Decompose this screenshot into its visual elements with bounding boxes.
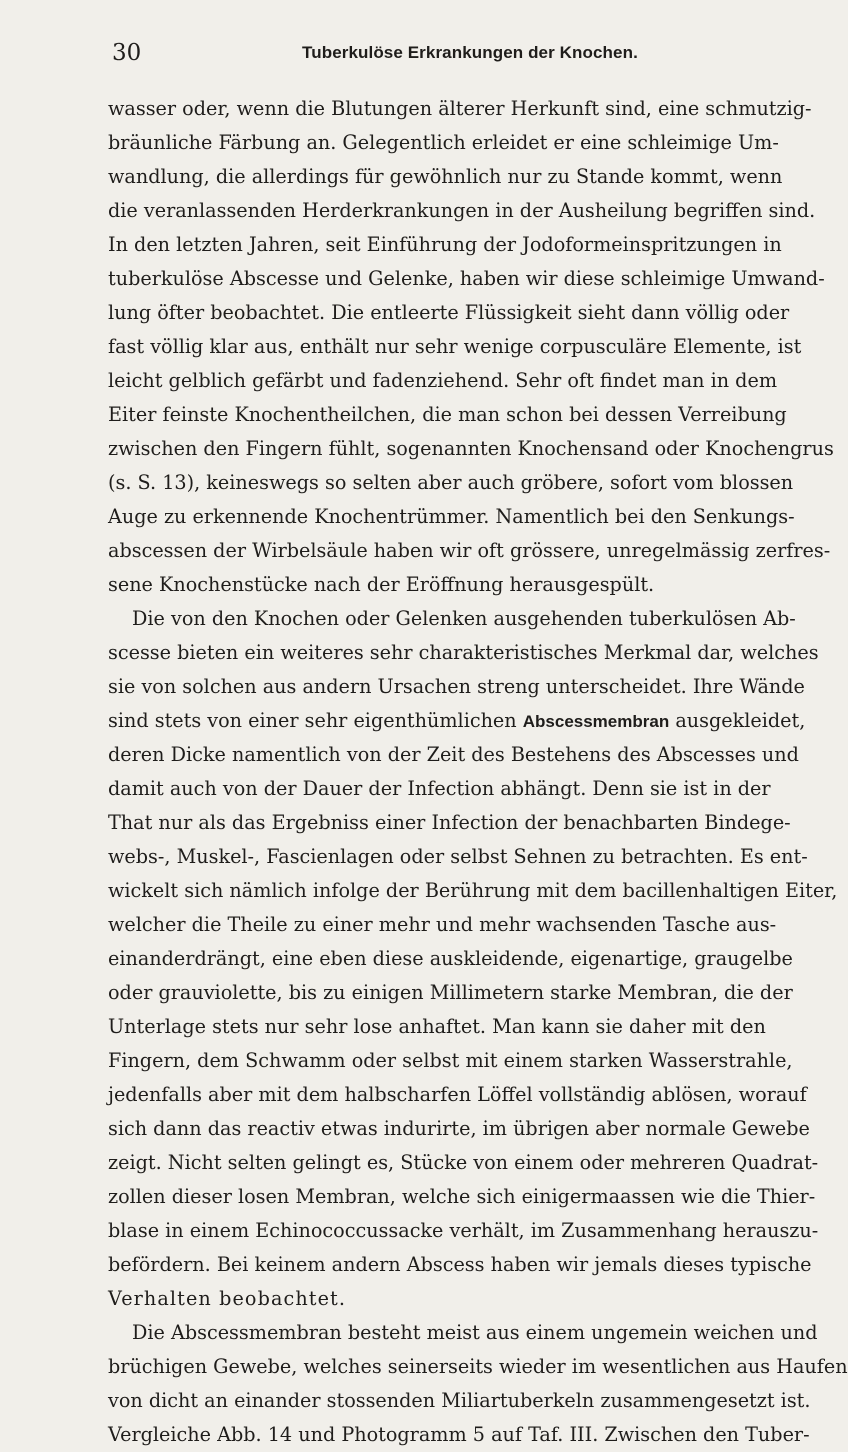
text-line: jedenfalls aber mit dem halbscharfen Löffel vollständig ablösen, worauf	[108, 1083, 807, 1106]
text-line: befördern. Bei keinem andern Abscess haben wir jemals dieses typische	[108, 1253, 812, 1276]
text-line: lung öfter beobachtet. Die entleerte Flüssigkeit sieht dann völlig oder	[108, 301, 790, 324]
text-line: That nur als das Ergebniss einer Infection der benachbarten Bindege-	[108, 811, 791, 834]
text-line: blase in einem Echinococcussacke verhält, im Zusammenhang herauszu-	[108, 1219, 819, 1242]
paragraph-start-line: Die von den Knochen oder Gelenken ausgehenden tuberkulösen Ab-	[132, 607, 796, 630]
text-segment: sind stets von einer sehr eigenthümlichen	[108, 709, 523, 732]
text-line: Verhalten beobachtet.	[108, 1287, 347, 1310]
text-line: einanderdrängt, eine eben diese auskleidende, eigenartige, graugelbe	[108, 947, 793, 970]
text-line: sene Knochenstücke nach der Eröffnung herausgespült.	[108, 573, 655, 596]
text-line: zollen dieser losen Membran, welche sich einigermaassen wie die Thier-	[108, 1185, 816, 1208]
text-segment: ausgekleidet,	[669, 709, 806, 732]
text-line: die veranlassenden Herderkrankungen in der Ausheilung begriffen sind.	[108, 199, 816, 222]
text-line: (s. S. 13), keineswegs so selten aber auch gröbere, sofort vom blossen	[108, 471, 794, 494]
text-line: sich dann das reactiv etwas indurirte, im übrigen aber normale Gewebe	[108, 1117, 810, 1140]
text-line: In den letzten Jahren, seit Einführung der Jodoformeinspritzungen in	[108, 233, 782, 256]
text-line: Eiter feinste Knochentheilchen, die man schon bei dessen Verreibung	[108, 403, 787, 426]
text-line-with-emphasis	[108, 704, 806, 738]
text-line: leicht gelblich gefärbt und fadenziehend. Sehr oft findet man in dem	[108, 369, 778, 392]
body-text	[108, 92, 848, 1452]
text-line: Fingern, dem Schwamm oder selbst mit einem starken Wasserstrahle,	[108, 1049, 793, 1072]
text-line: wandlung, die allerdings für gewöhnlich nur zu Stande kommt, wenn	[108, 165, 783, 188]
page-number: 30	[112, 40, 142, 66]
paragraph-start-line: Die Abscessmembran besteht meist aus einem ungemein weichen und	[132, 1321, 818, 1344]
text-line: zeigt. Nicht selten gelingt es, Stücke von einem oder mehreren Quadrat-	[108, 1151, 819, 1174]
text-line: von dicht an einander stossenden Miliartuberkeln zusammengesetzt ist.	[108, 1389, 811, 1412]
text-line: wasser oder, wenn die Blutungen älterer Herkunft sind, eine schmutzig-	[108, 97, 812, 120]
text-line: sie von solchen aus andern Ursachen streng unterscheidet. Ihre Wände	[108, 675, 805, 698]
text-line: deren Dicke namentlich von der Zeit des Bestehens des Abscesses und	[108, 743, 799, 766]
text-line: abscessen der Wirbelsäule haben wir oft grössere, unregelmässig zerfres-	[108, 539, 831, 562]
text-line: scesse bieten ein weiteres sehr charakteristisches Merkmal dar, welches	[108, 641, 819, 664]
text-line: Unterlage stets nur sehr lose anhaftet. Man kann sie daher mit den	[108, 1015, 766, 1038]
text-line: fast völlig klar aus, enthält nur sehr wenige corpusculäre Elemente, ist	[108, 335, 802, 358]
text-line: zwischen den Fingern fühlt, sogenannten Knochensand oder Knochengrus	[108, 437, 834, 460]
text-line: welcher die Theile zu einer mehr und mehr wachsenden Tasche aus-	[108, 913, 777, 936]
text-line: brüchigen Gewebe, welches seinerseits wieder im wesentlichen aus Haufen	[108, 1355, 848, 1378]
text-line: tuberkulöse Abscesse und Gelenke, haben wir diese schleimige Umwand-	[108, 267, 825, 290]
text-line: webs-, Muskel-, Fascienlagen oder selbst Sehnen zu betrachten. Es ent-	[108, 845, 808, 868]
running-head: Tuberkulöse Erkrankungen der Knochen.	[302, 43, 638, 62]
text-line: bräunliche Färbung an. Gelegentlich erleidet er eine schleimige Um-	[108, 131, 779, 154]
text-line: oder grauviolette, bis zu einigen Millimetern starke Membran, die der	[108, 981, 793, 1004]
text-line: Auge zu erkennende Knochentrümmer. Namentlich bei den Senkungs-	[108, 505, 795, 528]
text-line: Vergleiche Abb. 14 und Photogramm 5 auf Taf. III. Zwischen den Tuber-	[108, 1423, 810, 1446]
text-line: wickelt sich nämlich infolge der Berührung mit dem bacillenhaltigen Eiter,	[108, 879, 838, 902]
text-line: damit auch von der Dauer der Infection abhängt. Denn sie ist in der	[108, 777, 771, 800]
emphasized-term: Abscessmembran	[522, 712, 670, 731]
page-header	[112, 36, 694, 70]
